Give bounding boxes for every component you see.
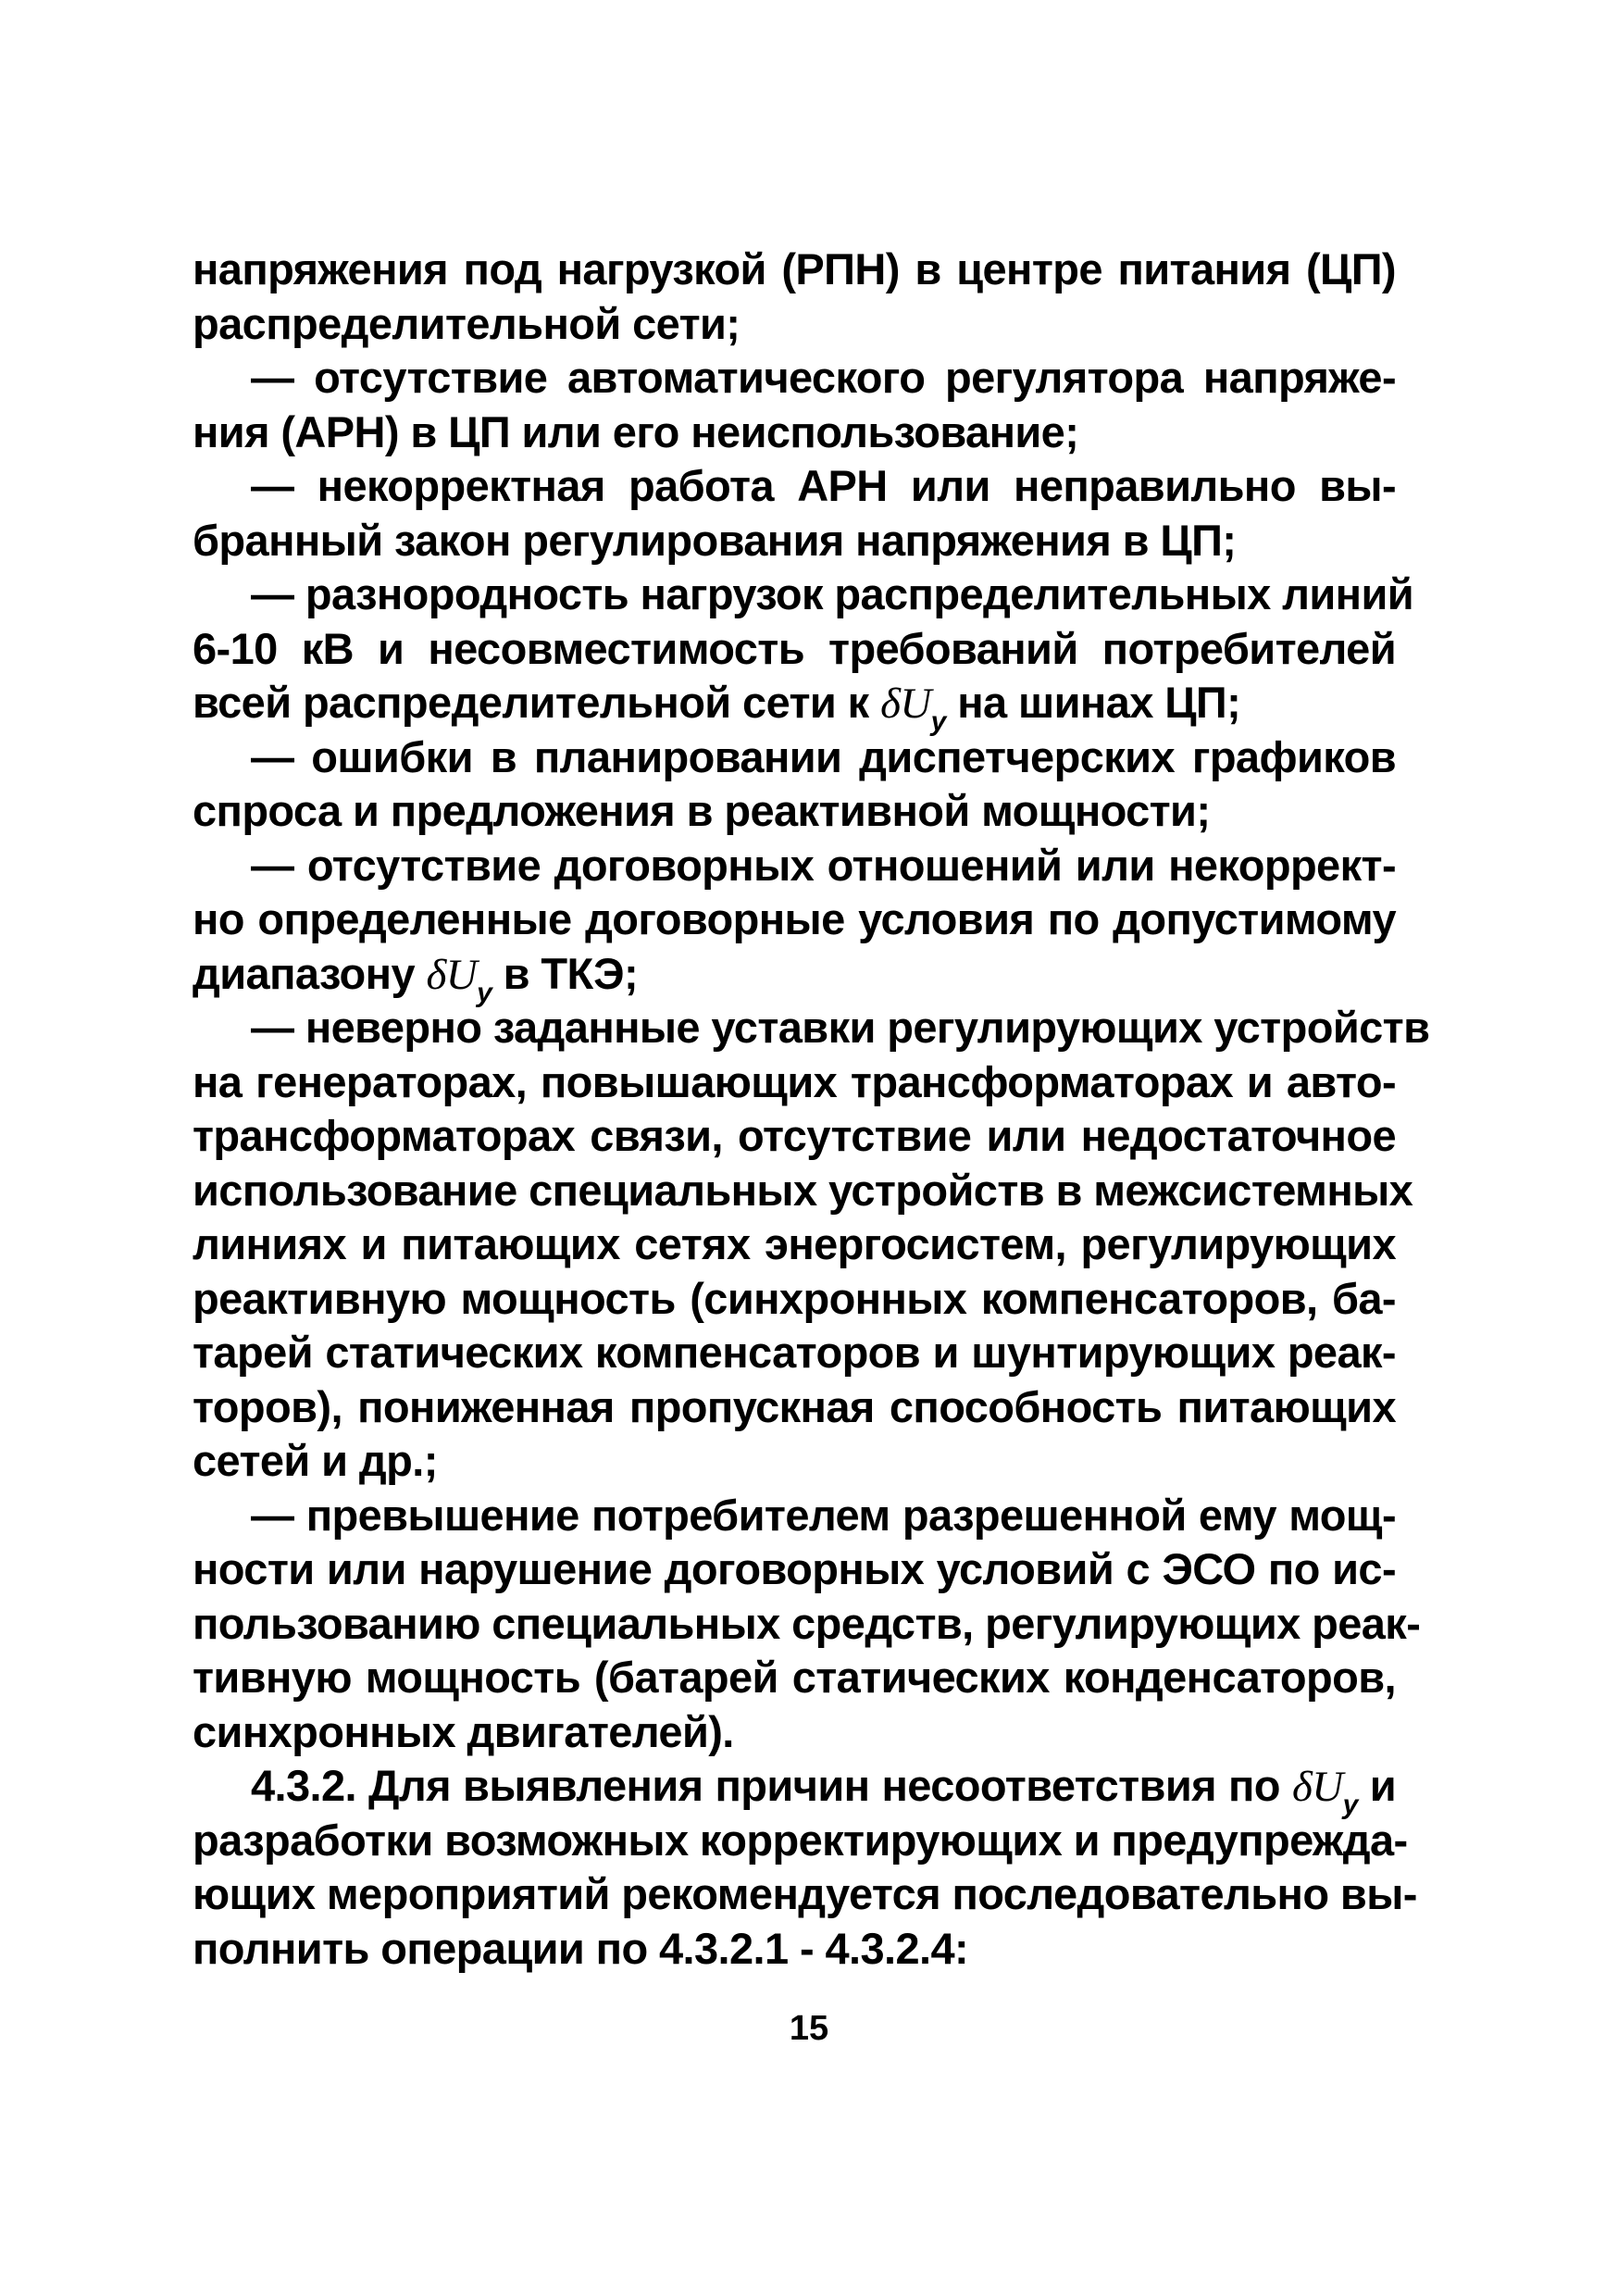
- line-text: полнить операции по 4.3.2.1 - 4.3.2.4:: [193, 1923, 969, 1973]
- text-line: [193, 1597, 1421, 1652]
- voltage-deviation-symbol: δU: [1291, 1763, 1343, 1811]
- line-text: разработки возможных корректирующих и предупрежда-: [193, 1815, 1408, 1865]
- text-line: [193, 514, 1396, 568]
- text-line: [193, 297, 1396, 352]
- text-line: [193, 1434, 1396, 1489]
- line-text-before-symbol: всей распределительной сети к: [193, 678, 881, 727]
- line-text: — разнородность нагрузок распределительных линий: [251, 569, 1414, 618]
- text-line: [193, 676, 1396, 737]
- voltage-deviation-symbol: δU: [426, 950, 478, 999]
- text-line: [193, 784, 1396, 839]
- line-text-after-symbol: в ТКЭ;: [492, 948, 639, 998]
- text-line: [193, 1272, 1396, 1327]
- text-line: [193, 1651, 1396, 1705]
- text-line: [193, 1867, 1417, 1922]
- line-text: 6-10 кВ и несовместимость требований потребителей: [193, 623, 1396, 673]
- line-text: тивную мощность (батарей статических конденсаторов,: [193, 1653, 1396, 1702]
- line-text: тарей статических компенсаторов и шунтирующих реак-: [193, 1328, 1396, 1377]
- line-text: но определенные договорные условия по допустимому: [193, 894, 1396, 943]
- line-text: трансформаторах связи, отсутствие или недостаточное: [193, 1111, 1396, 1160]
- line-text-before-symbol: 4.3.2. Для выявления причин несоответствия по: [251, 1761, 1292, 1810]
- line-text: линиях и питающих сетях энергосистем, регулирующих: [193, 1219, 1396, 1268]
- text-line: [193, 839, 1396, 893]
- text-line: [193, 568, 1414, 622]
- text-line: [193, 1759, 1396, 1820]
- text-line: [193, 947, 1396, 1008]
- voltage-deviation-symbol: δU: [880, 680, 931, 728]
- text-line: [193, 1109, 1396, 1164]
- text-line: [193, 1489, 1396, 1543]
- line-text: использование специальных устройств в межсистемных: [193, 1165, 1413, 1215]
- line-text: сетей и др.;: [193, 1436, 438, 1485]
- line-text: на генераторах, повышающих трансформаторах и авто-: [193, 1056, 1396, 1106]
- line-text: — отсутствие автоматического регулятора напряже-: [251, 353, 1396, 402]
- text-line: [193, 1055, 1396, 1110]
- text-line: [193, 730, 1396, 785]
- line-text-after-symbol: на шинах ЦП;: [945, 678, 1241, 727]
- text-line: [193, 459, 1396, 514]
- line-text: — отсутствие договорных отношений или некоррект-: [251, 840, 1396, 890]
- text-line: [193, 1814, 1408, 1868]
- text-line: [193, 406, 1396, 460]
- line-text: синхронных двигателей).: [193, 1706, 734, 1756]
- text-line: [193, 1705, 1396, 1760]
- text-line: [193, 243, 1396, 297]
- text-line: [193, 1164, 1413, 1218]
- line-text: бранный закон регулирования напряжения в ЦП;: [193, 515, 1237, 565]
- line-text: — некорректная работа АРН или неправильно вы-: [251, 461, 1396, 510]
- line-text: реактивную мощность (синхронных компенсаторов, ба-: [193, 1273, 1396, 1323]
- text-line: [193, 1922, 1396, 1977]
- text-line: [193, 1001, 1430, 1055]
- line-text: пользованию специальных средств, регулирующих реак-: [193, 1598, 1421, 1648]
- symbol-subscript: у: [930, 706, 946, 737]
- symbol-subscript: у: [477, 977, 492, 1008]
- text-line: [193, 1326, 1396, 1380]
- line-text: распределительной сети;: [193, 298, 741, 348]
- line-text-after-symbol: и: [1357, 1761, 1396, 1810]
- text-line: [193, 1380, 1396, 1435]
- line-text: спроса и предложения в реактивной мощности;: [193, 786, 1211, 835]
- line-text: — неверно заданные уставки регулирующих устройств: [251, 1003, 1430, 1052]
- text-line: [193, 1542, 1396, 1597]
- text-line: [193, 1217, 1396, 1272]
- line-text: — ошибки в планировании диспетчерских графиков: [251, 731, 1396, 781]
- line-text: торов), пониженная пропускная способность питающих: [193, 1381, 1396, 1431]
- line-text: — превышение потребителем разрешенной ему мощ-: [251, 1490, 1396, 1540]
- symbol-subscript: у: [1342, 1790, 1358, 1820]
- body-text: [193, 243, 1430, 1976]
- page-number: 15: [789, 2009, 829, 2048]
- line-text-before-symbol: диапазону: [193, 948, 427, 998]
- line-text: ности или нарушение договорных условий с ЭСО по ис-: [193, 1544, 1396, 1593]
- text-line: [193, 622, 1396, 677]
- line-text: ющих мероприятий рекомендуется последовательно вы-: [193, 1869, 1417, 1918]
- line-text: ния (АРН) в ЦП или его неиспользование;: [193, 406, 1079, 456]
- text-line: [193, 351, 1396, 406]
- text-line: [193, 892, 1396, 947]
- line-text: напряжения под нагрузкой (РПН) в центре питания (ЦП): [193, 244, 1396, 293]
